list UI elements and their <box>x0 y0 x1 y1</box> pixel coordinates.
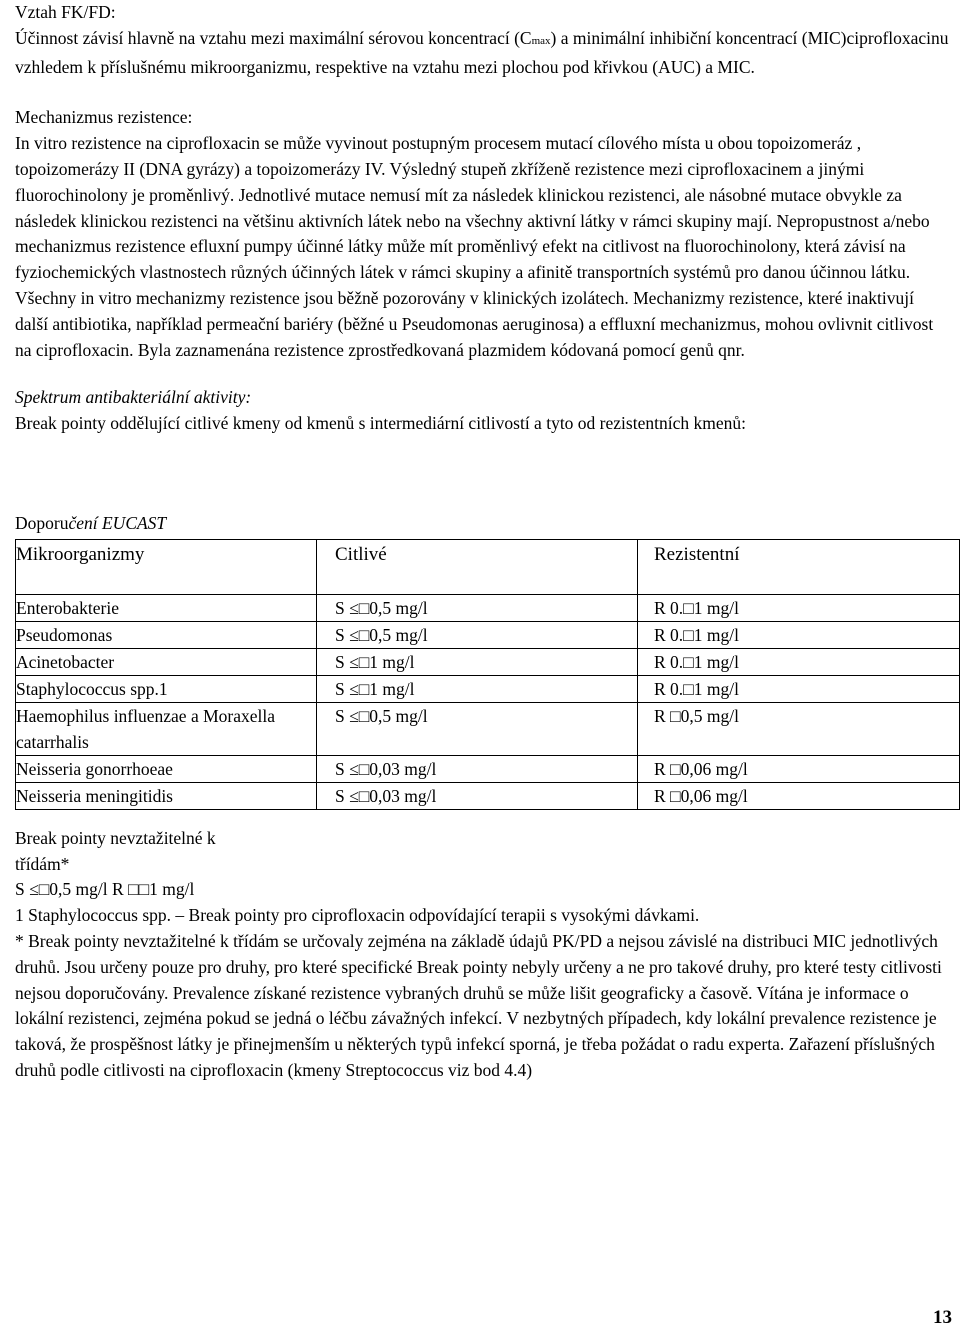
table-row <box>16 702 960 755</box>
header-resistant: Rezistentní <box>638 539 960 594</box>
nonspecies-label-line-2: třídám* <box>15 853 70 874</box>
spektrum-heading: Spektrum antibakteriální aktivity: <box>15 387 252 408</box>
nonspecies-values: S ≤□0,5 mg/l R □□1 mg/l <box>15 879 195 900</box>
spektrum-paragraph: Break pointy oddělující citlivé kmeny od kmenů s intermediární citlivostí a tyto od rezistentních kmenů: <box>15 413 746 434</box>
cell-organism: Acinetobacter <box>16 648 317 675</box>
notes-section <box>15 826 950 1084</box>
header-organisms: Mikroorganizmy <box>16 539 317 594</box>
cell-resistant: R □0,5 mg/l <box>638 702 960 755</box>
cell-organism: Neisseria gonorrhoeae <box>16 755 317 782</box>
cell-organism: Neisseria meningitidis <box>16 782 317 809</box>
table-row <box>16 621 960 648</box>
cmax-subscript: max <box>531 34 551 47</box>
vztah-text-after: ) a minimální inhibiční koncentrací (MIC)ciprofloxacinu vzhledem k příslušnému mikroorganizmu, respektive na vztahu mezi plochou pod křivkou (AUC) a MIC. <box>15 27 949 77</box>
mechanizmus-paragraph: In vitro rezistence na ciprofloxacin se může vyvinout postupným procesem mutací cílového místa u obou topoizomeráz , topoizomerázy II (DNA gyrázy) a topoizomerázy IV. Výsledný stupeň zkříženě rezistence mezi ciprofloxacinem a jinými fluorochinolony je proměnlivý. Jednotlivé mutace nemusí mít za následek klinickou rezistenci, ale násobné mutace obvykle za následek klinickou rezistenci na většinu aktivních látek nebo na všechny aktivní látky v rámci skupiny mají. Nepropustnost a/nebo mechanizmus rezistence efluxní pumpy účinné látky může mít proměnlivý efekt na citlivost na fluorochinolony, která závisí na fyziochemických vlastnostech různých účinných látek v rámci skupiny a afinitě transportních systémů pro danou účinnou látku. Všechny in vitro mechanizmy rezistence jsou běžně pozorovány v klinických izolátech. Mechanizmy rezistence, které inaktivují další antibiotika, například permeační bariéry (běžné u Pseudomonas aeruginosa) a effluxní mechanizmus, mohou ovlivnit citlivost na ciprofloxacin. Byla zaznamenána rezistence zprostředkovaná plazmidem kódovaná pomocí genů qnr. <box>15 133 934 360</box>
cell-organism: Staphylococcus spp.1 <box>16 675 317 702</box>
vztah-paragraph <box>15 26 950 81</box>
table-row <box>16 782 960 809</box>
table-row <box>16 755 960 782</box>
cell-organism: Haemophilus influenzae a Moraxella catarrhalis <box>16 702 317 755</box>
cell-resistant: R 0.□1 mg/l <box>638 648 960 675</box>
cell-resistant: R 0.□1 mg/l <box>638 675 960 702</box>
nonspecies-label-line-1: Break pointy nevztažitelné k <box>15 827 216 848</box>
cell-sensitive: S ≤□1 mg/l <box>317 648 638 675</box>
footnote-nonspecies: * Break pointy nevztažitelné k třídám se určovaly zejména na základě údajů PK/PD a nejsou závislé na distribuci MIC jednotlivých druhů. Jsou určeny pouze pro druhy, pro které specifické Break pointy nebyly určeny a ne pro takové druhy, pro které testy citlivosti nejsou doporučovány. Prevalence získané rezistence vybraných druhů se může lišit geograficky a časově. Vítána je informace o lokální rezistenci, zejména pokud se jedná o léčbu závažných infekcí. V nezbytných případech, kdy lokální prevalence rezistence je taková, že prospěšnost látky je přinejmenším u některých typů infekcí sporná, je třeba požádat o radu experta. Zařazení příslušných druhů podle citlivosti na ciprofloxacin (kmeny Streptococcus viz bod 4.4) <box>15 930 942 1080</box>
table-caption-plain: Doporu <box>15 512 69 533</box>
cell-sensitive: S ≤□0,5 mg/l <box>317 702 638 755</box>
cell-resistant: R 0.□1 mg/l <box>638 621 960 648</box>
page-number: 13 <box>933 1307 952 1328</box>
cell-sensitive: S ≤□0,5 mg/l <box>317 594 638 621</box>
eucast-breakpoint-table <box>15 539 960 810</box>
cell-resistant: R □0,06 mg/l <box>638 755 960 782</box>
header-sensitive: Citlivé <box>317 539 638 594</box>
cell-sensitive: S ≤□0,5 mg/l <box>317 621 638 648</box>
cell-resistant: R 0.□1 mg/l <box>638 594 960 621</box>
cell-sensitive: S ≤□1 mg/l <box>317 675 638 702</box>
footnote-staphylococcus: 1 Staphylococcus spp. – Break pointy pro ciprofloxacin odpovídající terapii s vysokými dávkami. <box>15 905 700 926</box>
cell-sensitive: S ≤□0,03 mg/l <box>317 755 638 782</box>
cell-sensitive: S ≤□0,03 mg/l <box>317 782 638 809</box>
vztah-text-before: Účinnost závisí hlavně na vztahu mezi maximální sérovou koncentrací (C <box>15 27 532 48</box>
vztah-heading: Vztah FK/FD: <box>15 2 116 22</box>
mechanizmus-heading: Mechanizmus rezistence: <box>15 107 193 128</box>
table-row <box>16 675 960 702</box>
cell-organism: Enterobakterie <box>16 594 317 621</box>
table-caption-italic: čení EUCAST <box>68 512 167 533</box>
document-page <box>15 0 950 1084</box>
table-caption <box>15 511 950 537</box>
table-row <box>16 648 960 675</box>
cell-organism: Pseudomonas <box>16 621 317 648</box>
table-row <box>16 594 960 621</box>
cell-resistant: R □0,06 mg/l <box>638 782 960 809</box>
table-header-row <box>16 539 960 594</box>
